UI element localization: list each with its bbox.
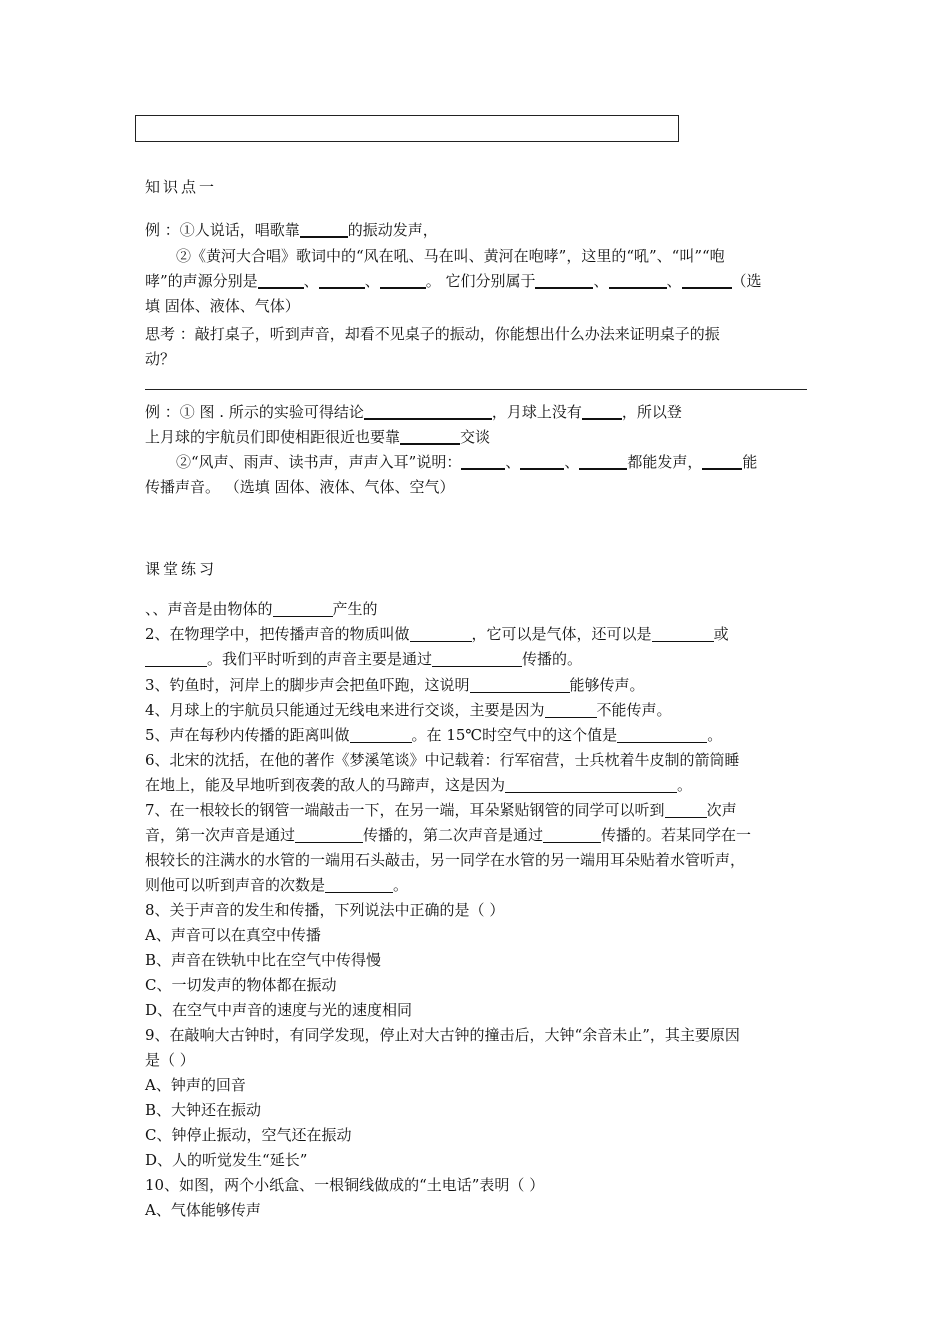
question-7-line3: 根较长的注满水的水管的一端用石头敲击，另一同学在水管的另一端用耳朵贴着水管听声，	[145, 851, 746, 869]
answer-blank[interactable]	[295, 826, 363, 843]
question-8-stem: 8、关于声音的发生和传播，下列说法中正确的是（ ）	[145, 901, 505, 919]
question-7-line4: 则他可以听到声音的次数是 。	[145, 876, 409, 894]
question-8-option-c[interactable]: C、一切发声的物体都在振动	[145, 976, 337, 994]
answer-blank[interactable]	[461, 452, 505, 470]
example2-line4: 传播声音。 （选填 固体、液体、气体、空气）	[145, 478, 455, 496]
answer-blank[interactable]	[579, 452, 627, 470]
answer-blank[interactable]	[535, 271, 593, 289]
section-title-2: 课堂练习	[145, 560, 218, 578]
example2-line3: ②“风声、雨声、读书声，声声入耳”说明： 、 、 都能发声， 能	[176, 453, 758, 471]
answer-blank[interactable]	[609, 271, 667, 289]
answer-blank[interactable]	[520, 452, 564, 470]
answer-blank[interactable]	[545, 701, 597, 718]
example2-line2: 上月球的宇航员们即使相距很近也要靠 交谈	[145, 428, 491, 446]
example1-line2: ②《黄河大合唱》歌词中的“风在吼、马在叫、黄河在咆哮”，这里的“吼”、“叫”“咆	[176, 247, 725, 265]
question-9-option-c[interactable]: C、钟停止振动，空气还在振动	[145, 1126, 352, 1144]
question-7-line2: 音，第一次声音是通过 传播的，第二次声音是通过 传播的。若某同学在一	[145, 826, 752, 844]
answer-line	[145, 389, 807, 390]
answer-blank[interactable]	[273, 600, 333, 617]
answer-blank[interactable]	[682, 271, 732, 289]
question-6-line1: 6、北宋的沈括，在他的著作《梦溪笔谈》中记载着：行军宿营，士兵枕着牛皮制的箭筒睡	[145, 751, 740, 769]
think-line2: 动？	[145, 350, 176, 368]
question-7-line1: 7、在一根较长的钢管一端敲击一下，在另一端，耳朵紧贴钢管的同学可以听到 次声	[145, 801, 737, 819]
answer-blank[interactable]	[432, 650, 522, 667]
answer-blank[interactable]	[350, 726, 412, 743]
answer-blank[interactable]	[380, 271, 426, 289]
answer-blank[interactable]	[400, 427, 460, 445]
header-box	[135, 115, 679, 142]
question-8-option-d[interactable]: D、在空气中声音的速度与光的速度相同	[145, 1001, 413, 1019]
question-6-line2: 在地上，能及早地听到夜袭的敌人的马蹄声，这是因为 。	[145, 776, 693, 794]
answer-blank[interactable]	[543, 826, 601, 843]
answer-blank[interactable]	[325, 876, 393, 893]
answer-blank[interactable]	[258, 271, 304, 289]
answer-blank[interactable]	[410, 625, 472, 642]
answer-blank[interactable]	[364, 402, 492, 420]
question-4: 4、月球上的宇航员只能通过无线电来进行交谈，主要是因为 不能传声。	[145, 701, 672, 719]
example2-line1: 例 ：① 图 . 所示的实验可得结论 ，月球上没有 ，所以登	[145, 403, 682, 421]
answer-blank[interactable]	[582, 402, 622, 420]
question-9-option-d[interactable]: D、人的听觉发生“延长”	[145, 1151, 308, 1169]
answer-blank[interactable]	[702, 452, 742, 470]
question-10-option-a[interactable]: A、气体能够传声	[145, 1201, 261, 1219]
answer-blank[interactable]	[617, 726, 707, 743]
answer-blank[interactable]	[470, 676, 570, 693]
question-9-option-b[interactable]: B、大钟还在振动	[145, 1101, 262, 1119]
question-8-option-a[interactable]: A、声音可以在真空中传播	[145, 926, 321, 944]
answer-blank[interactable]	[505, 776, 677, 793]
example1-line4: 填 固体、液体、气体）	[145, 297, 300, 315]
question-10-stem: 10、如图，两个小纸盒、一根铜线做成的“土电话”表明（ ）	[145, 1176, 545, 1194]
section-title-1: 知识点一	[145, 178, 218, 196]
question-3: 3、钓鱼时，河岸上的脚步声会把鱼吓跑，这说明 能够传声。	[145, 676, 645, 694]
answer-blank[interactable]	[145, 650, 207, 667]
example1-line3: 哮”的声源分别是 、 、 。 它们分别属于 、 、 （选	[145, 272, 762, 290]
question-2-line2: 。我们平时听到的声音主要是通过 传播的。	[145, 649, 810, 669]
question-8-option-b[interactable]: B、声音在铁轨中比在空气中传得慢	[145, 951, 382, 969]
answer-blank[interactable]	[319, 271, 365, 289]
answer-blank[interactable]	[652, 625, 714, 642]
example1-line1: 例 ：①人说话，唱歌靠 的振动发声，	[145, 221, 438, 239]
question-1: 、、声音是由物体的 产生的	[145, 600, 378, 618]
question-5: 5、声在每秒内传播的距离叫做 。在 15℃时空气中的这个值是 。	[145, 726, 723, 744]
question-9-stem-line1: 9、在敲响大古钟时，有同学发现，停止对大古钟的撞击后，大钟“余音未止”，其主要原因	[145, 1026, 740, 1044]
answer-blank[interactable]	[665, 801, 707, 818]
think-line1: 思考 ：敲打桌子，听到声音，却看不见桌子的振动，你能想出什么办法来证明桌子的振	[145, 325, 720, 343]
question-2-line1: 2、在物理学中，把传播声音的物质叫做 ，它可以是气体，还可以是 或	[145, 625, 729, 643]
question-9-option-a[interactable]: A、钟声的回音	[145, 1076, 246, 1094]
question-9-stem-line2: 是（ ）	[145, 1051, 195, 1069]
answer-blank[interactable]	[300, 220, 348, 238]
